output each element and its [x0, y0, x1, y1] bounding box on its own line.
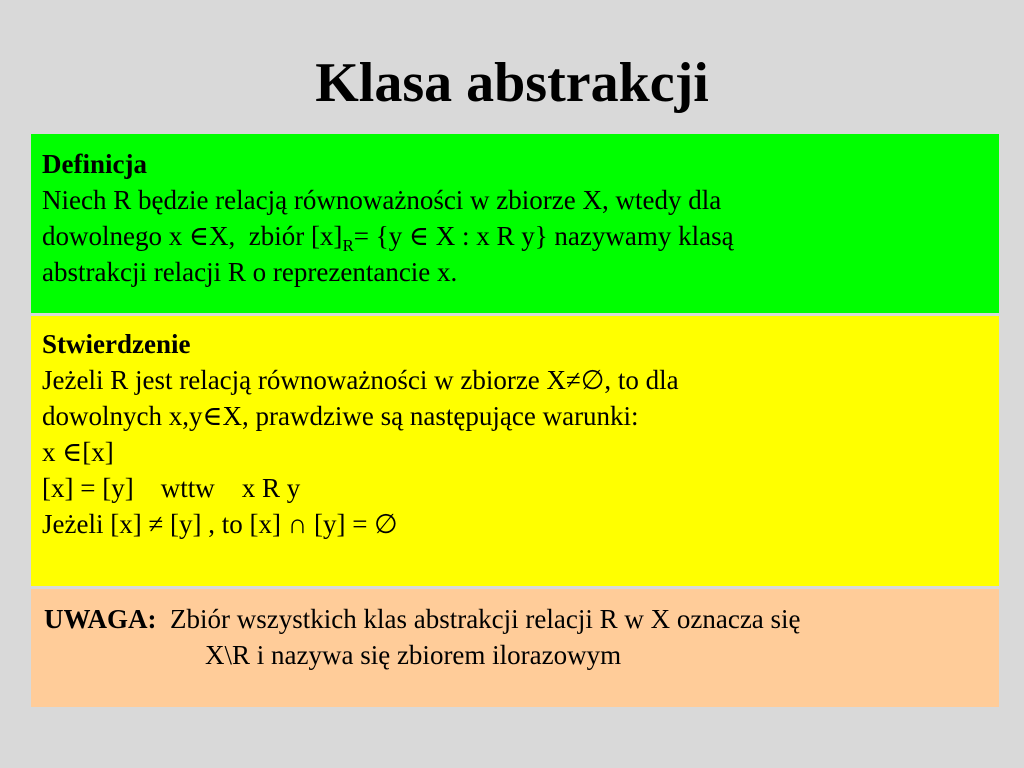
- definition-line-2-prefix: dowolnego x ∈X, zbiór [x]: [42, 221, 343, 251]
- theorem-line-1: Jeżeli R jest relacją równoważności w zbiorze X≠∅, to dla: [42, 365, 679, 395]
- definition-line-3: abstrakcji relacji R o reprezentancie x.: [42, 257, 458, 287]
- note-label: UWAGA:: [44, 604, 157, 634]
- definition-line-2-suffix: = {y ∈ X : x R y} nazywamy klasą: [353, 221, 734, 251]
- definition-line-1: Niech R będzie relacją równoważności w zbiorze X, wtedy dla: [42, 185, 722, 215]
- note-line-1: [44, 601, 999, 637]
- theorem-box: [31, 316, 999, 586]
- definition-heading: Definicja: [42, 149, 147, 179]
- theorem-condition-2: [x] = [y] wttw x R y: [42, 473, 301, 503]
- note-line-2: X\R i nazywa się zbiorem ilorazowym: [205, 640, 622, 670]
- note-text-1: Zbiór wszystkich klas abstrakcji relacji R w X oznacza się: [156, 604, 801, 634]
- theorem-heading: Stwierdzenie: [42, 329, 191, 359]
- note-box: [31, 589, 999, 707]
- theorem-condition-3: Jeżeli [x] ≠ [y] , to [x] ∩ [y] = ∅: [42, 509, 398, 539]
- slide-title: Klasa abstrakcji: [315, 52, 709, 114]
- definition-box: [31, 134, 999, 313]
- definition-subscript: R: [342, 236, 354, 255]
- definition-line-2: [42, 218, 999, 254]
- theorem-line-2: dowolnych x,y∈X, prawdziwe są następujące warunki:: [42, 401, 639, 431]
- theorem-condition-1: x ∈[x]: [42, 437, 114, 467]
